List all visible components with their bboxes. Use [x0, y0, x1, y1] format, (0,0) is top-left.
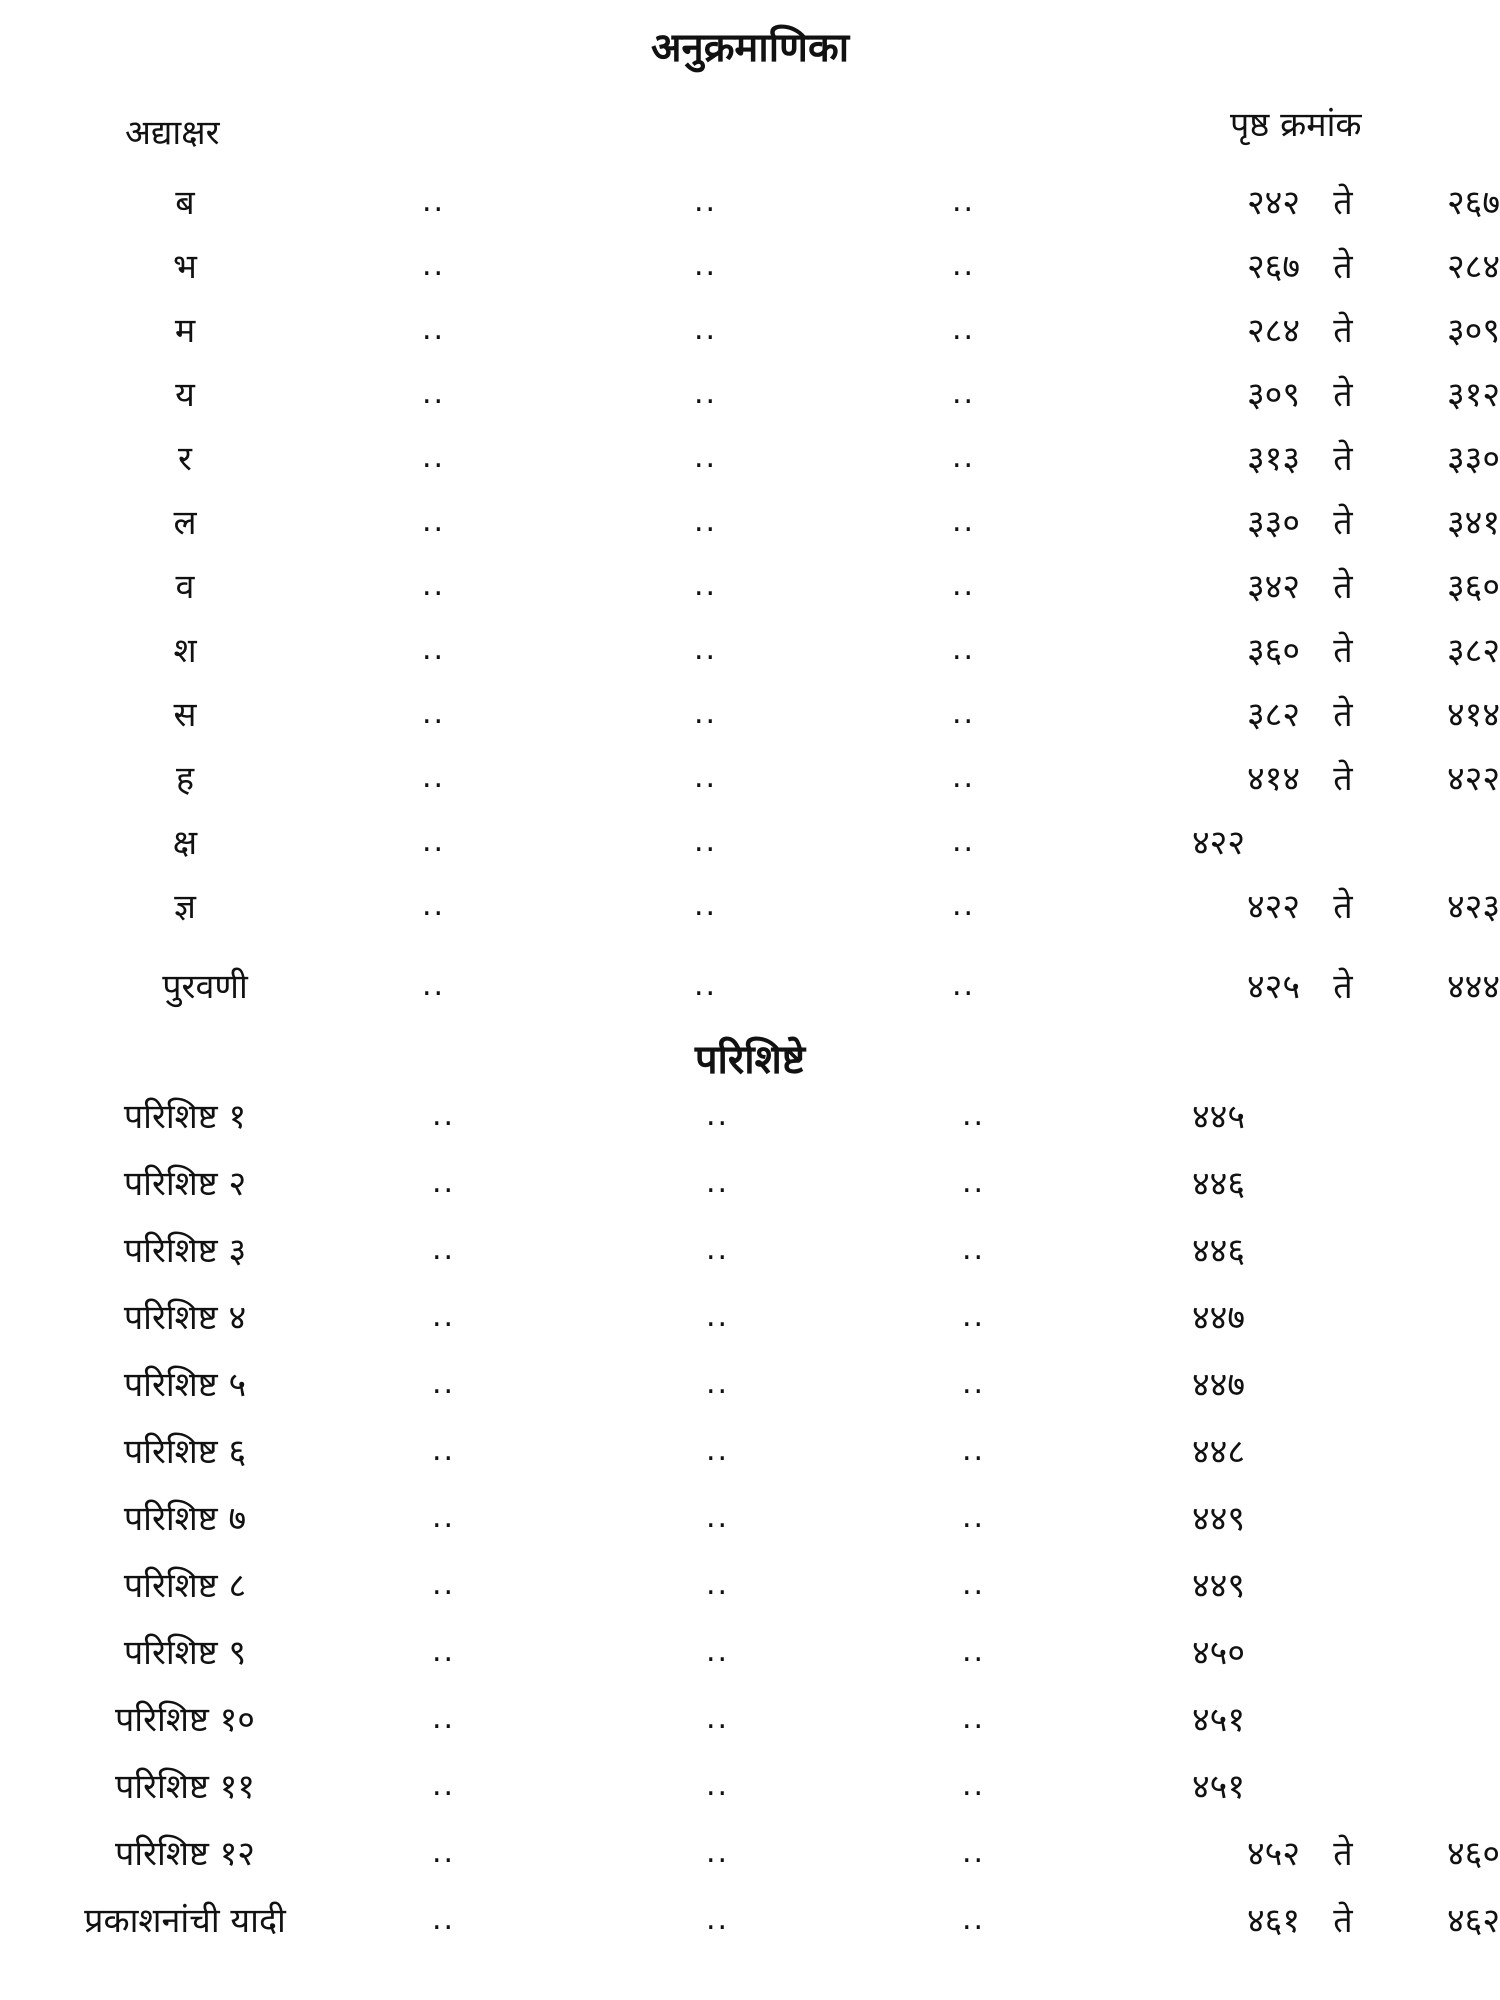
appendix-label: परिशिष्ट ११ — [115, 1767, 255, 1807]
dot-leader: .. — [706, 1299, 730, 1334]
page-number: ४५१ — [1192, 1767, 1246, 1807]
index-letter: ब — [175, 183, 195, 223]
dot-leader: .. — [706, 1902, 730, 1937]
dot-leader: .. — [422, 696, 446, 731]
page-connector: ते — [1333, 503, 1353, 543]
dot-leader: .. — [422, 440, 446, 475]
page-from: ४१४ — [1246, 759, 1300, 799]
dot-leader: .. — [694, 184, 718, 219]
dot-leader: .. — [422, 888, 446, 923]
page-to: ४६० — [1446, 1834, 1500, 1874]
dot-leader: .. — [694, 376, 718, 411]
dot-leader: .. — [694, 968, 718, 1003]
dot-leader: .. — [432, 1500, 456, 1535]
page-from: ४६१ — [1246, 1901, 1300, 1941]
page-from: ४२५ — [1246, 967, 1300, 1007]
dot-leader: .. — [422, 248, 446, 283]
page-from: ३३० — [1246, 503, 1300, 543]
page-from: ४५२ — [1246, 1834, 1300, 1874]
dot-leader: .. — [952, 312, 976, 347]
dot-leader: .. — [962, 1567, 986, 1602]
page-to: ३८२ — [1446, 631, 1500, 671]
index-letter: ल — [173, 503, 197, 543]
appendix-row — [0, 1829, 1500, 1889]
page-from: २४२ — [1246, 183, 1300, 223]
dot-leader: .. — [432, 1902, 456, 1937]
page-connector: ते — [1333, 311, 1353, 351]
appendix-label: परिशिष्ट १ — [123, 1097, 247, 1137]
appendix-label: परिशिष्ट ६ — [123, 1432, 247, 1472]
index-letter: ज्ञ — [174, 887, 196, 927]
appendix-label: प्रकाशनांची यादी — [84, 1901, 286, 1941]
dot-leader: .. — [422, 376, 446, 411]
appendix-row — [0, 1494, 1500, 1554]
appendix-label: परिशिष्ट १० — [115, 1700, 255, 1740]
dot-leader: .. — [706, 1835, 730, 1870]
dot-leader: .. — [694, 568, 718, 603]
dot-leader: .. — [952, 248, 976, 283]
dot-leader: .. — [432, 1634, 456, 1669]
dot-leader: .. — [706, 1165, 730, 1200]
index-row — [0, 306, 1500, 366]
dot-leader: .. — [962, 1835, 986, 1870]
page-number: ४२२ — [1192, 823, 1246, 863]
dot-leader: .. — [706, 1433, 730, 1468]
appendix-row — [0, 1360, 1500, 1420]
page-from: ३१३ — [1246, 439, 1300, 479]
dot-leader: .. — [694, 504, 718, 539]
index-row — [0, 178, 1500, 238]
page-from: ३०९ — [1246, 375, 1300, 415]
page-from: ३८२ — [1246, 695, 1300, 735]
page-to: ४४४ — [1446, 967, 1500, 1007]
page-to: ४६२ — [1446, 1901, 1500, 1941]
dot-leader: .. — [962, 1433, 986, 1468]
dot-leader: .. — [962, 1500, 986, 1535]
dot-leader: .. — [432, 1232, 456, 1267]
index-row — [0, 626, 1500, 686]
appendix-heading: परिशिष्टे — [694, 1037, 806, 1083]
dot-leader: .. — [432, 1098, 456, 1133]
dot-leader: .. — [422, 568, 446, 603]
column-header-letter: अद्याक्षर — [125, 113, 220, 153]
dot-leader: .. — [432, 1165, 456, 1200]
dot-leader: .. — [952, 632, 976, 667]
dot-leader: .. — [694, 696, 718, 731]
index-letter: स — [173, 695, 197, 735]
page-to: ४२३ — [1446, 887, 1500, 927]
page-connector: ते — [1333, 567, 1353, 607]
dot-leader: .. — [706, 1098, 730, 1133]
page-connector: ते — [1333, 183, 1353, 223]
appendix-label: परिशिष्ट १२ — [115, 1834, 255, 1874]
index-row — [0, 754, 1500, 814]
index-row — [0, 434, 1500, 494]
dot-leader: .. — [952, 376, 976, 411]
dot-leader: .. — [432, 1433, 456, 1468]
dot-leader: .. — [952, 760, 976, 795]
dot-leader: .. — [706, 1500, 730, 1535]
dot-leader: .. — [422, 760, 446, 795]
appendix-row — [0, 1159, 1500, 1219]
appendix-row — [0, 1427, 1500, 1487]
index-row — [0, 690, 1500, 750]
index-row-supplement — [0, 962, 1500, 1022]
page-number: ४४७ — [1192, 1298, 1246, 1338]
page-to: २६७ — [1446, 183, 1500, 223]
index-letter: ह — [175, 759, 195, 799]
page-connector: ते — [1333, 759, 1353, 799]
dot-leader: .. — [694, 248, 718, 283]
index-letter: म — [174, 311, 196, 351]
dot-leader: .. — [694, 440, 718, 475]
appendix-row — [0, 1896, 1500, 1956]
page-connector: ते — [1333, 375, 1353, 415]
dot-leader: .. — [422, 504, 446, 539]
page-to: ३४१ — [1446, 503, 1500, 543]
page-number: ४४७ — [1192, 1365, 1246, 1405]
appendix-row — [0, 1293, 1500, 1353]
index-letter: य — [175, 375, 195, 415]
index-row — [0, 370, 1500, 430]
page-from: २६७ — [1246, 247, 1300, 287]
dot-leader: .. — [952, 184, 976, 219]
page-from: ३६० — [1246, 631, 1300, 671]
dot-leader: .. — [432, 1567, 456, 1602]
dot-leader: .. — [952, 824, 976, 859]
dot-leader: .. — [432, 1299, 456, 1334]
dot-leader: .. — [952, 504, 976, 539]
page-connector: ते — [1333, 439, 1353, 479]
index-letter: क्ष — [172, 823, 198, 863]
dot-leader: .. — [706, 1768, 730, 1803]
dot-leader: .. — [962, 1232, 986, 1267]
dot-leader: .. — [432, 1835, 456, 1870]
dot-leader: .. — [706, 1366, 730, 1401]
dot-leader: .. — [706, 1634, 730, 1669]
dot-leader: .. — [962, 1098, 986, 1133]
index-row — [0, 242, 1500, 302]
column-header-page-number: पृष्ठ क्रमांक — [1230, 105, 1362, 145]
dot-leader: .. — [952, 888, 976, 923]
appendix-row — [0, 1628, 1500, 1688]
dot-leader: .. — [694, 888, 718, 923]
appendix-label: परिशिष्ट २ — [123, 1164, 247, 1204]
page-connector: ते — [1333, 1901, 1353, 1941]
page-connector: ते — [1333, 887, 1353, 927]
dot-leader: .. — [962, 1768, 986, 1803]
dot-leader: .. — [706, 1701, 730, 1736]
dot-leader: .. — [432, 1701, 456, 1736]
page-number: ४४९ — [1192, 1566, 1246, 1606]
dot-leader: .. — [694, 760, 718, 795]
index-row — [0, 882, 1500, 942]
page-number: ४५० — [1192, 1633, 1246, 1673]
appendix-label: परिशिष्ट ५ — [123, 1365, 247, 1405]
dot-leader: .. — [962, 1299, 986, 1334]
dot-leader: .. — [432, 1768, 456, 1803]
page-to: २८४ — [1446, 247, 1500, 287]
dot-leader: .. — [962, 1366, 986, 1401]
page-number: ४४५ — [1192, 1097, 1246, 1137]
dot-leader: .. — [422, 312, 446, 347]
dot-leader: .. — [952, 968, 976, 1003]
page-connector: ते — [1333, 695, 1353, 735]
appendix-row — [0, 1695, 1500, 1755]
dot-leader: .. — [962, 1902, 986, 1937]
dot-leader: .. — [694, 824, 718, 859]
index-row — [0, 818, 1500, 878]
dot-leader: .. — [706, 1567, 730, 1602]
appendix-label: परिशिष्ट ४ — [123, 1298, 247, 1338]
page-number: ४४६ — [1192, 1164, 1246, 1204]
supplement-label: पुरवणी — [162, 967, 248, 1007]
index-row — [0, 562, 1500, 622]
page-connector: ते — [1333, 247, 1353, 287]
page-number: ४४९ — [1192, 1499, 1246, 1539]
page-connector: ते — [1333, 967, 1353, 1007]
index-row — [0, 498, 1500, 558]
page-number: ४४८ — [1192, 1432, 1246, 1472]
appendix-label: परिशिष्ट ८ — [123, 1566, 247, 1606]
appendix-label: परिशिष्ट ३ — [123, 1231, 247, 1271]
appendix-row — [0, 1762, 1500, 1822]
dot-leader: .. — [952, 696, 976, 731]
page-from: ३४२ — [1246, 567, 1300, 607]
dot-leader: .. — [706, 1232, 730, 1267]
dot-leader: .. — [962, 1634, 986, 1669]
dot-leader: .. — [432, 1366, 456, 1401]
index-letter: व — [175, 567, 195, 607]
dot-leader: .. — [952, 440, 976, 475]
page-number: ४४६ — [1192, 1231, 1246, 1271]
appendix-label: परिशिष्ट ९ — [123, 1633, 247, 1673]
appendix-label: परिशिष्ट ७ — [123, 1499, 247, 1539]
page-number: ४५१ — [1192, 1700, 1246, 1740]
appendix-row — [0, 1561, 1500, 1621]
dot-leader: .. — [962, 1701, 986, 1736]
dot-leader: .. — [422, 968, 446, 1003]
index-letter: र — [178, 439, 192, 479]
page-to: ३३० — [1446, 439, 1500, 479]
dot-leader: .. — [422, 632, 446, 667]
page-to: ४१४ — [1446, 695, 1500, 735]
dot-leader: .. — [694, 312, 718, 347]
dot-leader: .. — [694, 632, 718, 667]
page-to: ३६० — [1446, 567, 1500, 607]
page-connector: ते — [1333, 631, 1353, 671]
dot-leader: .. — [422, 184, 446, 219]
page-from: २८४ — [1246, 311, 1300, 351]
appendix-row — [0, 1226, 1500, 1286]
page-to: ३१२ — [1446, 375, 1500, 415]
appendix-row — [0, 1092, 1500, 1152]
index-letter: भ — [173, 247, 197, 287]
dot-leader: .. — [962, 1165, 986, 1200]
page-connector: ते — [1333, 1834, 1353, 1874]
page-from: ४२२ — [1246, 887, 1300, 927]
index-letter: श — [173, 631, 197, 671]
page-to: ४२२ — [1446, 759, 1500, 799]
page-title: अनुक्रमाणिका — [650, 25, 850, 71]
page-to: ३०९ — [1446, 311, 1500, 351]
dot-leader: .. — [952, 568, 976, 603]
dot-leader: .. — [422, 824, 446, 859]
